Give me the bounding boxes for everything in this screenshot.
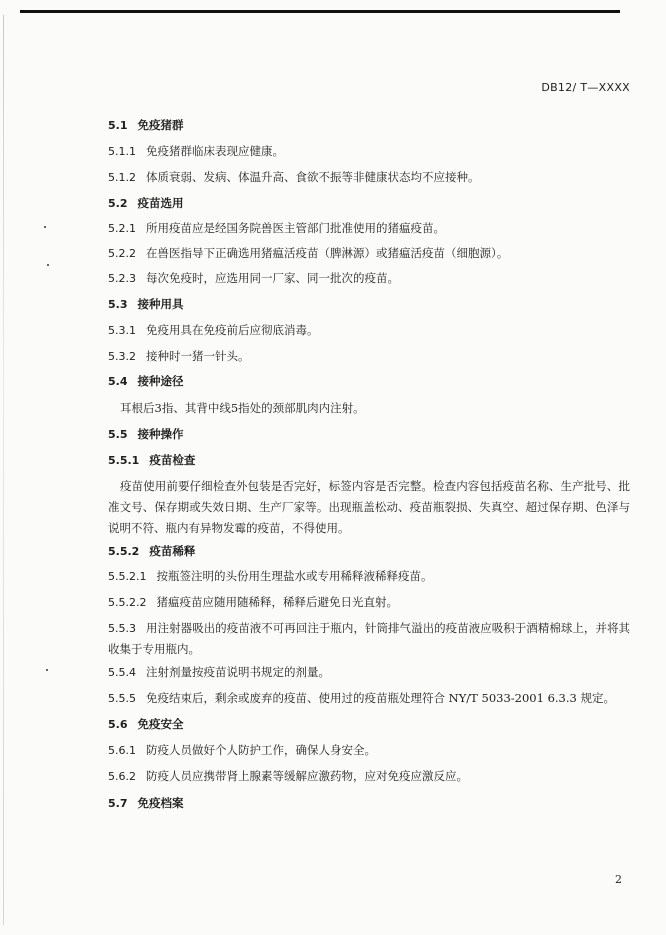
scan-speck (46, 669, 48, 671)
section-heading (108, 795, 630, 812)
clause-text (108, 690, 630, 707)
clause-number: 5.3.2 (108, 350, 136, 363)
heading-text: 免疫安全 (137, 717, 184, 731)
clause-text (108, 143, 630, 160)
heading-text: 免疫猪群 (137, 118, 184, 132)
clause-text (108, 568, 630, 585)
clause-number: 5.1 (108, 119, 128, 132)
clause-number: 5.5.2 (108, 545, 140, 558)
clause-text (108, 270, 630, 287)
clause-body: 所用疫苗应是经国务院兽医主管部门批准使用的猪瘟疫苗。 (146, 221, 445, 235)
section-heading (108, 716, 630, 733)
clause-text (108, 169, 630, 186)
section-heading (108, 296, 630, 313)
clause-number: 5.5.3 (108, 622, 136, 635)
clause-body: 在兽医指导下正确选用猪瘟活疫苗（脾淋源）或猪瘟活疫苗（细胞源）。 (146, 246, 509, 260)
clause-body: 免疫猪群临床表现应健康。 (146, 144, 284, 158)
heading-text: 接种用具 (137, 297, 184, 311)
clause-number: 5.5.2.1 (108, 570, 147, 583)
clause-number: 5.2.3 (108, 272, 136, 285)
clause-body: 防疫人员做好个人防护工作，确保人身安全。 (146, 743, 376, 757)
clause-number: 5.2.2 (108, 247, 136, 260)
heading-text: 疫苗检查 (149, 453, 196, 467)
heading-text: 接种途径 (137, 374, 184, 388)
clause-text (120, 400, 630, 417)
clause-number: 5.5.5 (108, 692, 136, 705)
header-rule (20, 10, 620, 13)
clause-text (108, 322, 630, 339)
section-heading (108, 452, 630, 469)
clause-body: 接种时一猪一针头。 (146, 349, 250, 363)
clause-body: 耳根后3指、其背中线5指处的颈部肌肉内注射。 (120, 401, 365, 415)
heading-text: 疫苗选用 (137, 196, 184, 210)
heading-text: 免疫档案 (137, 796, 184, 810)
clause-text (108, 245, 630, 262)
clause-number: 5.5.1 (108, 454, 140, 467)
clause-text (108, 768, 630, 785)
clause-text (108, 594, 630, 611)
scan-speck (44, 226, 46, 228)
heading-text: 接种操作 (137, 427, 184, 441)
clause-number: 5.6.1 (108, 744, 136, 757)
section-heading (108, 426, 630, 443)
clause-number: 5.2.1 (108, 222, 136, 235)
scan-speck (47, 264, 49, 266)
clause-number: 5.2 (108, 197, 128, 210)
clause-text (108, 348, 630, 365)
clause-body: 按瓶签注明的头份用生理盐水或专用稀释液稀释疫苗。 (156, 569, 433, 583)
clause-text (108, 664, 630, 681)
clause-body: 疫苗使用前要仔细检查外包装是否完好，标签内容是否完整。检查内容包括疫苗名称、生产批号、批准文号、保存期或失效日期、生产厂家等。出现瓶盖松动、疫苗瓶裂损、失真空、超过保存期、色泽与说明不符、瓶内有异物发霉的疫苗，不得使用。 (108, 479, 630, 535)
clause-number: 5.6 (108, 718, 128, 731)
page-number: 2 (615, 873, 622, 886)
document-code: DB12/ T—XXXX (541, 81, 630, 94)
clause-text (108, 618, 630, 660)
section-heading (108, 195, 630, 212)
clause-body: 免疫用具在免疫前后应彻底消毒。 (146, 323, 319, 337)
section-heading (108, 543, 630, 560)
clause-body: 猪瘟疫苗应随用随稀释，稀释后避免日光直射。 (156, 595, 398, 609)
clause-body: 防疫人员应携带肾上腺素等缓解应激药物，应对免疫应激反应。 (146, 769, 468, 783)
section-heading (108, 117, 630, 134)
clause-number: 5.4 (108, 375, 128, 388)
clause-body: 免疫结束后，剩余或废弃的疫苗、使用过的疫苗瓶处理符合 NY/T 5033-2001 6.3.3 规定。 (146, 691, 615, 705)
clause-number: 5.7 (108, 797, 128, 810)
scan-edge (3, 15, 4, 925)
clause-body: 注射剂量按疫苗说明书规定的剂量。 (146, 665, 330, 679)
heading-text: 疫苗稀释 (149, 544, 196, 558)
clause-body: 体质衰弱、发病、体温升高、食欲不振等非健康状态均不应接种。 (146, 170, 480, 184)
clause-number: 5.6.2 (108, 770, 136, 783)
clause-text (108, 742, 630, 759)
clause-number: 5.3.1 (108, 324, 136, 337)
clause-number: 5.1.2 (108, 171, 136, 184)
clause-number: 5.5 (108, 428, 128, 441)
section-heading (108, 373, 630, 390)
clause-body: 每次免疫时，应选用同一厂家、同一批次的疫苗。 (146, 271, 399, 285)
clause-text (108, 476, 630, 539)
clause-body: 用注射器吸出的疫苗液不可再回注于瓶内，针筒排气溢出的疫苗液应吸积于酒精棉球上，并将其收集于专用瓶内。 (108, 621, 630, 656)
clause-number: 5.5.4 (108, 666, 136, 679)
clause-number: 5.3 (108, 298, 128, 311)
clause-number: 5.1.1 (108, 145, 136, 158)
clause-number: 5.5.2.2 (108, 596, 147, 609)
clause-text (108, 220, 630, 237)
